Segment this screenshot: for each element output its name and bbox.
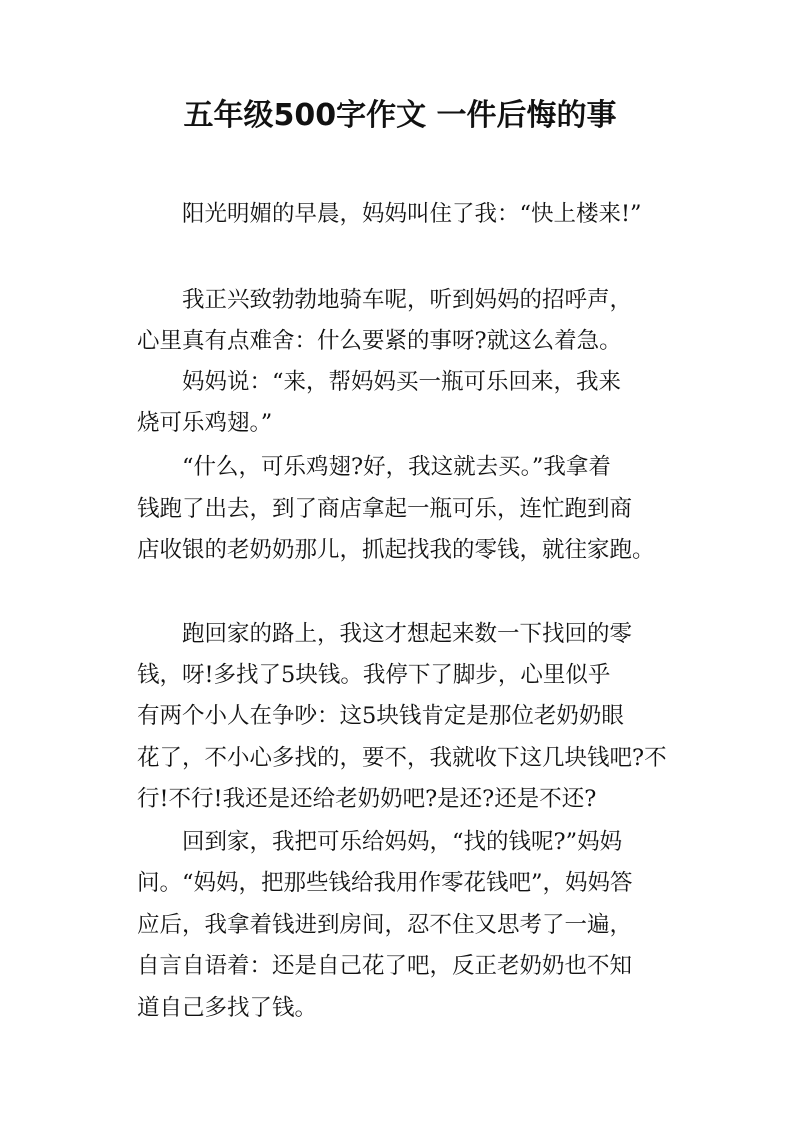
paragraph-line: “什么，可乐鸡翅?好，我这就去买。”我拿着 <box>182 454 611 480</box>
paragraph-line: 花了，不小心多找的，要不，我就收下这几块钱吧?不 <box>137 745 667 771</box>
paragraph-line: 阳光明媚的早晨，妈妈叫住了我：“快上楼来!” <box>182 201 642 227</box>
paragraph-line: 钱，呀!多找了5块钱。我停下了脚步，心里似乎 <box>137 662 611 688</box>
paragraph-line: 店收银的老奶奶那儿，抓起找我的零钱，就往家跑。 <box>137 537 655 563</box>
paragraph-line: 应后，我拿着钱进到房间，忍不住又思考了一遍， <box>137 912 633 938</box>
page-title: 五年级500字作文 一件后悔的事 <box>183 98 617 133</box>
paragraph-line: 道自己多找了钱。 <box>137 995 318 1021</box>
paragraph-line: 行!不行!我还是还给老奶奶吧?是还?还是不还? <box>137 786 597 812</box>
paragraph-line: 跑回家的路上，我这才想起来数一下找回的零 <box>182 621 633 647</box>
paragraph-line: 自言自语着：还是自己花了吧，反正老奶奶也不知 <box>137 953 633 979</box>
paragraph-line: 钱跑了出去，到了商店拿起一瓶可乐，连忙跑到商 <box>137 496 633 522</box>
paragraph-line: 烧可乐鸡翅。” <box>137 410 273 436</box>
paragraph-line: 有两个小人在争吵：这5块钱肯定是那位老奶奶眼 <box>137 703 624 729</box>
paragraph-line: 问。“妈妈，把那些钱给我用作零花钱吧”，妈妈答 <box>137 870 633 896</box>
paragraph-line: 我正兴致勃勃地骑车呢，听到妈妈的招呼声， <box>182 287 633 313</box>
paragraph-line: 回到家，我把可乐给妈妈，“找的钱呢?”妈妈 <box>182 829 623 855</box>
paragraph-line: 心里真有点难舍：什么要紧的事呀?就这么着急。 <box>137 328 622 354</box>
paragraph-line: 妈妈说：“来，帮妈妈买一瓶可乐回来，我来 <box>182 369 622 395</box>
